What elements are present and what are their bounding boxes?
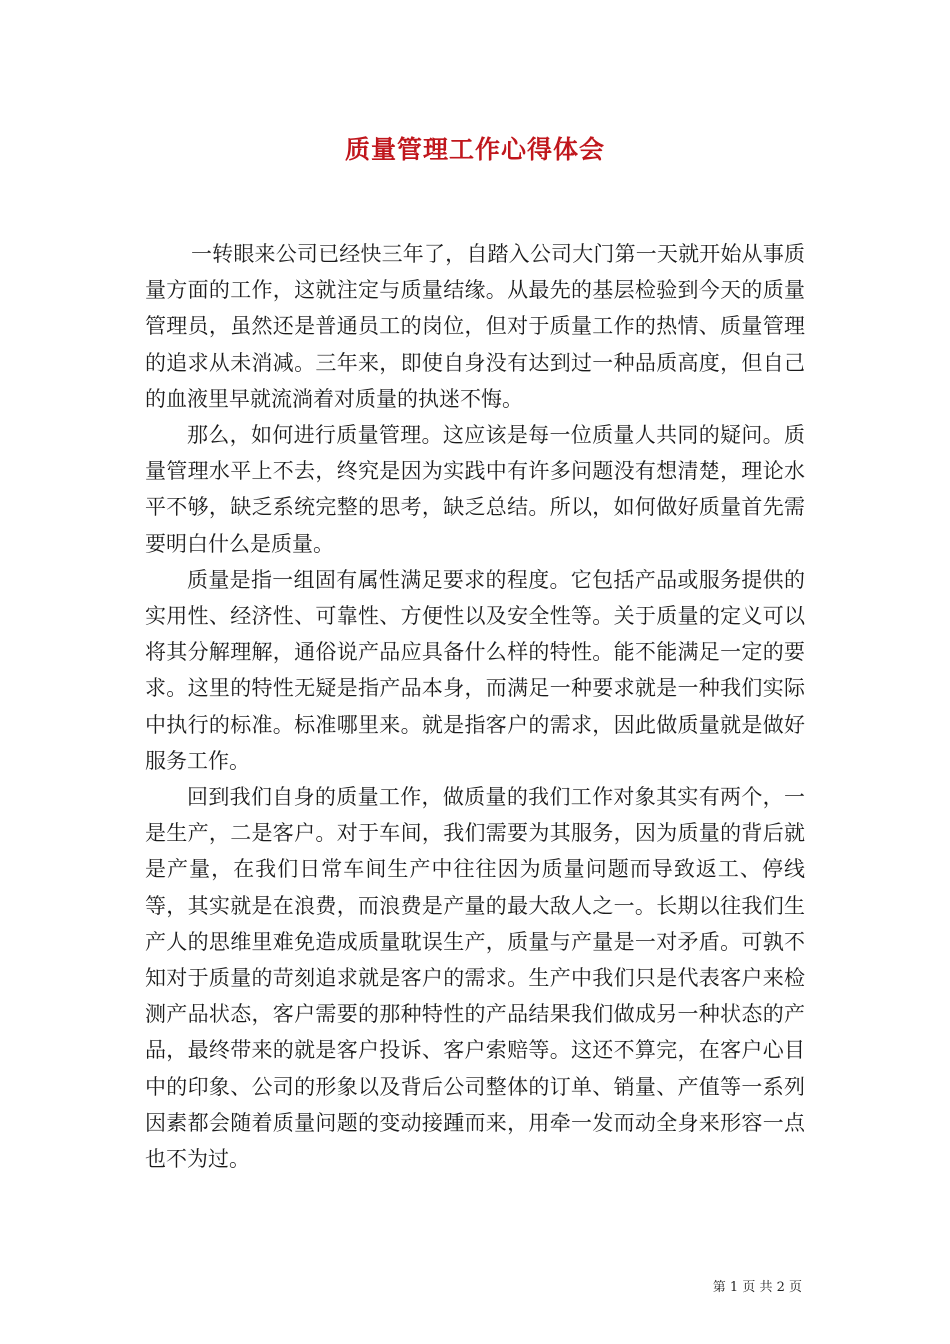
paragraph-2: 那么，如何进行质量管理。这应该是每一位质量人共同的疑问。质量管理水平上不去，终究是因为实践中有许多问题没有想清楚，理论水平不够，缺乏系统完整的思考，缺乏总结。所以，如何做好质量首先需要明白什么是质量。 — [145, 423, 805, 556]
paragraph-4: 回到我们自身的质量工作，做质量的我们工作对象其实有两个，一是生产，二是客户。对于车间，我们需要为其服务，因为质量的背后就是产量，在我们日常车间生产中往往因为质量问题而导致返工、停线等，其实就是在浪费，而浪费是产量的最大敌人之一。长期以往我们生产人的思维里难免造成质量耽误生产，质量与产量是一对矛盾。可孰不知对于质量的苛刻追求就是客户的需求。生产中我们只是代表客户来检测产品状态，客户需要的那种特性的产品结果我们做成另一种状态的产品，最终带来的就是客户投诉、客户索赔等。这还不算完，在客户心目中的印象、公司的形象以及背后公司整体的订单、销量、产值等一系列因素都会随着质量问题的变动接踵而来，用牵一发而动全身来形容一点也不为过。 — [145, 785, 805, 1172]
paragraph-1: 一转眼来公司已经快三年了，自踏入公司大门第一天就开始从事质量方面的工作，这就注定与质量结缘。从最先的基层检验到今天的质量管理员，虽然还是普通员工的岗位，但对于质量工作的热情、质量管理的追求从未消减。三年来，即使自身没有达到过一种品质高度，但自己的血液里早就流淌着对质量的执迷不悔。 — [145, 242, 805, 411]
paragraph-3: 质量是指一组固有属性满足要求的程度。它包括产品或服务提供的实用性、经济性、可靠性、方便性以及安全性等。关于质量的定义可以将其分解理解，通俗说产品应具备什么样的特性。能不能满足一定的要求。这里的特性无疑是指产品本身，而满足一种要求就是一种我们实际中执行的标准。标准哪里来。就是指客户的需求，因此做质量就是做好服务工作。 — [145, 567, 805, 773]
document-title: 质量管理工作心得体会 — [344, 135, 605, 164]
document-body — [145, 236, 805, 1177]
page-number-footer: 第 1 页 共 2 页 — [712, 1280, 802, 1295]
